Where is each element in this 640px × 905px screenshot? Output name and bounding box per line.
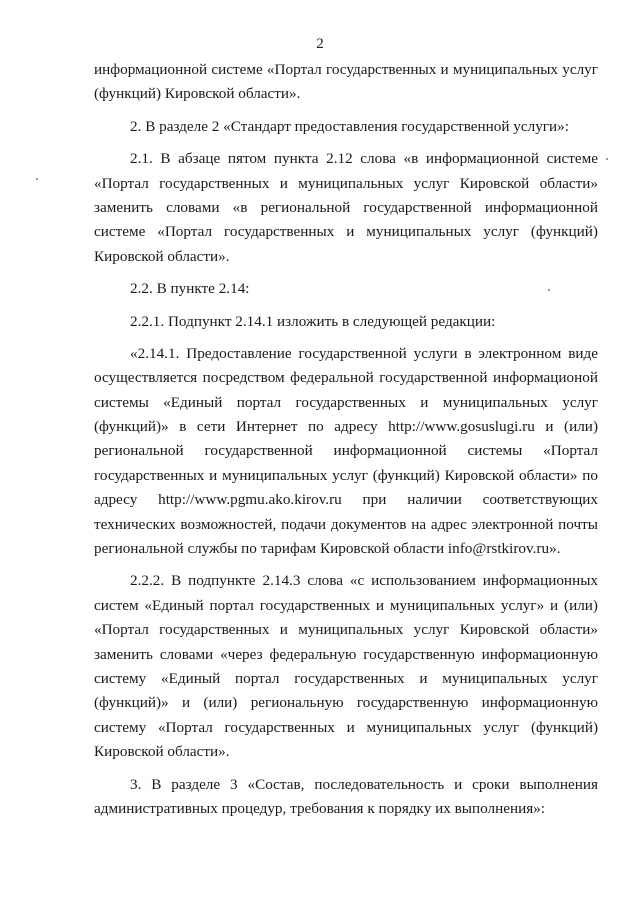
text-line: систему «Единый портал государственных и муниципальных услуг [94,669,598,687]
text-line: (функций) Кировской области». [94,85,301,103]
paragraph-p7 [94,773,598,822]
paragraph-p4 [94,310,598,334]
text-line: осуществляется посредством федеральной государственной информационой [94,369,598,387]
text-line: систему «Портал государственных и муниципальных услуг (функций) [94,718,598,736]
text-line: системе «Портал государственных и муниципальных услуг (функций) [94,223,598,241]
text-line: административных процедур, требования к порядку их выполнения»: [94,799,546,817]
paragraph-p6 [94,569,598,764]
text-line: 3. В разделе 3 «Состав, последовательность и сроки выполнения [130,775,598,793]
text-line: региональной государственной информационной системы «Портал [94,442,598,460]
text-line: адресу http://www.pgmu.ako.kirov.ru при наличии соответствующих [94,491,598,509]
text-line: заменить словами «в региональной государственной информационной [94,198,598,216]
paragraph-gap [94,139,598,147]
scan-speck [36,178,38,180]
scan-speck [606,158,608,160]
text-line: 2.1. В абзаце пятом пункта 2.12 слова «в информационной системе [130,150,598,168]
text-line: систем «Единый портал государственных и муниципальных услуг» и (или) [94,596,598,614]
paragraph-p1 [94,115,598,139]
text-line: информационной системе «Портал государственных и муниципальных услуг [94,61,598,78]
text-line: Кировской области». [94,743,230,761]
text-line: технических возможностей, подачи документов на адрес электронной почты [94,515,598,533]
paragraph-p3 [94,277,598,301]
paragraph-gap [94,269,598,277]
document-body [94,58,598,821]
text-line: заменить словами «через федеральную государственную информационную [94,645,598,663]
paragraph-gap [94,302,598,310]
text-line: Кировской области». [94,247,230,265]
paragraph-gap [94,765,598,773]
text-line: 2.2. В пункте 2.14: [130,280,250,298]
text-line: государственных и муниципальных услуг (функций) Кировской области» по [94,466,598,484]
text-line: 2.2.1. Подпункт 2.14.1 изложить в следующей редакции: [130,312,496,330]
text-line: 2.2.2. В подпункте 2.14.3 слова «с использованием информационных [130,572,598,590]
paragraph-p5 [94,342,598,562]
page-number: 2 [316,36,324,52]
paragraph-p0 [94,58,598,107]
text-line: системы «Единый портал государственных и муниципальных услуг [94,393,598,411]
text-line: «Портал государственных и муниципальных услуг Кировской области» [94,621,598,639]
scan-speck [548,289,550,291]
text-line: региональной службы по тарифам Кировской области info@rstkirov.ru». [94,540,561,558]
paragraph-p2 [94,147,598,269]
paragraph-gap [94,561,598,569]
text-line: «Портал государственных и муниципальных услуг Кировской области» [94,174,598,192]
text-line: (функций)» в сети Интернет по адресу http://www.gosuslugi.ru и (или) [94,418,598,436]
text-line: «2.14.1. Предоставление государственной услуги в электронном виде [130,344,598,362]
paragraph-gap [94,334,598,342]
paragraph-gap [94,107,598,115]
text-line: 2. В разделе 2 «Стандарт предоставления государственной услуги»: [130,117,569,135]
text-line: (функций)» и (или) региональную государственную информационную [94,694,598,712]
